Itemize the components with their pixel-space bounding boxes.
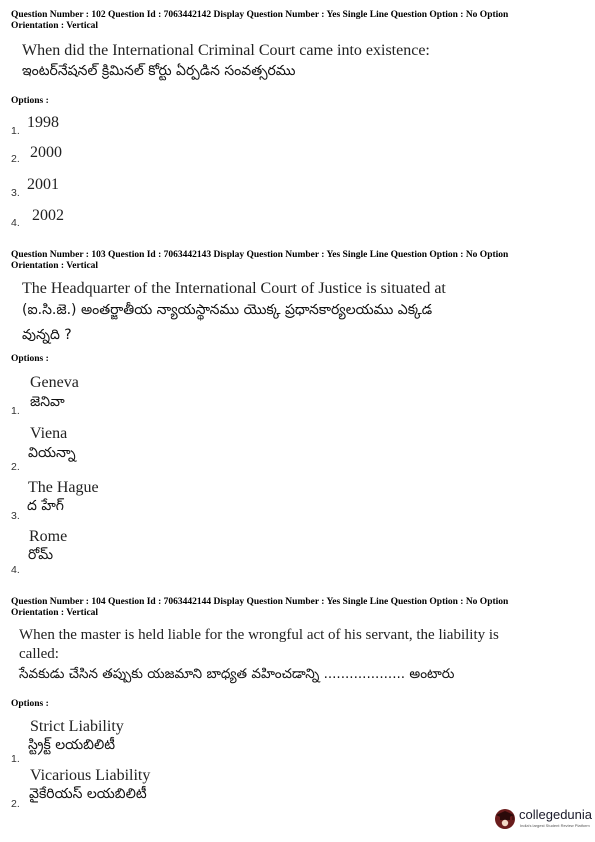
question-meta-line: Orientation : Vertical xyxy=(11,608,99,618)
question-meta-line: Orientation : Vertical xyxy=(11,21,99,31)
question-text-telugu: వున్నది ? xyxy=(22,327,72,343)
option-text: 2002 xyxy=(32,207,64,224)
question-text-english: The Headquarter of the International Court of Justice is situated at xyxy=(22,280,446,297)
graduation-cap-icon xyxy=(493,806,517,830)
option-text: 1998 xyxy=(27,114,59,131)
option-number: 3. xyxy=(11,187,20,199)
option-text: 2000 xyxy=(30,144,62,161)
option-text-telugu: వైకేరియస్ లయబిలిటీ xyxy=(29,786,147,802)
option-number: 1. xyxy=(11,405,20,417)
question-meta-line: Question Number : 104 Question Id : 7063442144 Display Question Number : Yes Single Line Question Option : No Option xyxy=(11,597,509,607)
option-number: 4. xyxy=(11,564,20,576)
option-text: The Hague xyxy=(28,479,99,496)
option-text: Viena xyxy=(30,425,68,442)
question-text-telugu: (ఐ.సి.జె.) అంతర్జాతీయ న్యాయస్థానము యొక్క ప్రధానకార్యలయము ఎక్కడ xyxy=(22,302,433,318)
option-text: Strict Liability xyxy=(30,718,124,735)
logo-name: collegedunia xyxy=(519,807,593,822)
option-number: 2. xyxy=(11,461,20,473)
option-text-telugu: వియన్నా xyxy=(28,445,76,461)
options-label: Options : xyxy=(11,354,49,364)
question-text-english: called: xyxy=(19,646,59,662)
question-meta-line: Orientation : Vertical xyxy=(11,261,99,271)
question-text-english: When the master is held liable for the wrongful act of his servant, the liability is xyxy=(19,627,499,643)
options-label: Options : xyxy=(11,699,49,709)
option-text: Vicarious Liability xyxy=(30,767,151,784)
option-text-telugu: ద హేగ్ xyxy=(27,498,64,514)
option-text: Geneva xyxy=(30,374,79,391)
option-text-telugu: రోమ్ xyxy=(28,547,54,563)
collegedunia-logo xyxy=(493,804,593,834)
options-label: Options : xyxy=(11,96,49,106)
option-text: Rome xyxy=(29,528,68,545)
question-text-telugu: ఇంటర్‌నేషనల్ క్రిమినల్ కోర్టు ఏర్పడిన సంవత్సరము xyxy=(22,63,296,79)
option-text-telugu: స్ట్రిక్ట్ లయబిలిటీ xyxy=(28,737,116,753)
option-number: 3. xyxy=(11,510,20,522)
option-number: 2. xyxy=(11,798,20,810)
logo-tagline: India's largest Student Review Platform xyxy=(520,823,590,828)
question-meta-line: Question Number : 102 Question Id : 7063442142 Display Question Number : Yes Single Line Question Option : No Option xyxy=(11,10,509,20)
question-meta xyxy=(11,597,571,619)
option-text-telugu: జెనివా xyxy=(30,394,65,410)
question-text-telugu: సేవకుడు చేసిన తప్పుకు యజమాని బాధ్యత వహించడాన్ని ................... అంటారు xyxy=(19,666,455,682)
option-number: 1. xyxy=(11,753,20,765)
question-text-english: When did the International Criminal Court came into existence: xyxy=(22,42,430,59)
option-number: 4. xyxy=(11,217,20,229)
option-number: 2. xyxy=(11,153,20,165)
question-meta xyxy=(11,10,571,32)
option-text: 2001 xyxy=(27,176,59,193)
question-meta xyxy=(11,250,571,272)
option-number: 1. xyxy=(11,125,20,137)
question-meta-line: Question Number : 103 Question Id : 7063442143 Display Question Number : Yes Single Line Question Option : No Option xyxy=(11,250,509,260)
